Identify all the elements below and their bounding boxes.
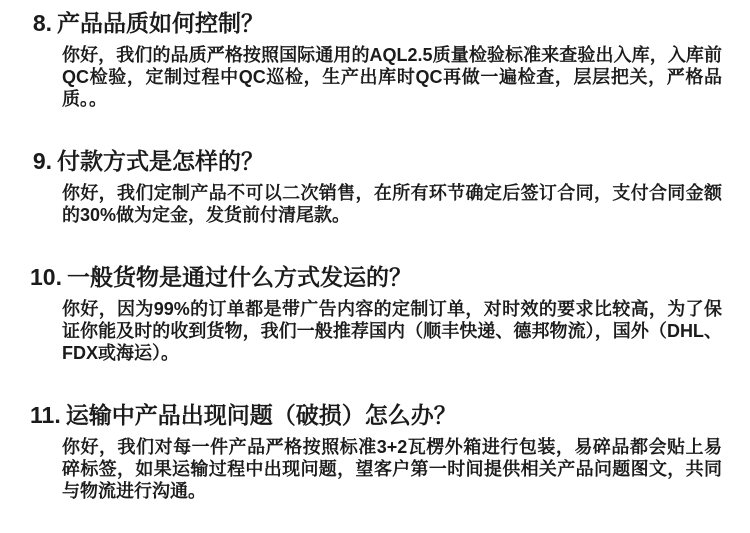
question-number: 11. (30, 402, 61, 428)
answer-text: 你好，我们定制产品不可以二次销售，在所有环节确定后签订合同，支付合同金额的30%做为定金，发货前付清尾款。 (62, 183, 722, 225)
question-text: 运输中产品出现问题（破损）怎么办？ (65, 402, 457, 428)
faq-item-9 (30, 148, 722, 226)
question-heading (30, 10, 722, 36)
answer-text: 你好，我们的品质严格按照国际通用的AQL2.5质量检验标准来查验出入库，入库前QC检验，定制过程中QC巡检，生产出库时QC再做一遍检查，层层把关，严格品质。。 (62, 45, 722, 109)
question-number: 9. (32, 148, 52, 174)
question-text: 一般货物是通过什么方式发运的？ (66, 264, 412, 290)
faq-item-8 (30, 10, 722, 110)
question-number: 10. (30, 264, 62, 290)
answer-text: 你好，因为99%的订单都是带广告内容的定制订单，对时效的要求比较高，为了保证你能及时的收到货物，我们一般推荐国内（顺丰快递、德邦物流），国外（DHL、FDX或海运）。 (62, 299, 722, 363)
question-heading (30, 148, 722, 174)
question-heading (30, 264, 722, 290)
faq-item-11 (30, 402, 722, 502)
answer-text: 你好，我们对每一件产品严格按照标准3+2瓦楞外箱进行包装，易碎品都会贴上易碎标签，如果运输过程中出现问题，望客户第一时间提供相关产品问题图文，共同与物流进行沟通。 (62, 437, 722, 501)
question-number: 8. (32, 10, 52, 36)
faq-item-10 (30, 264, 722, 364)
question-text: 产品品质如何控制？ (57, 10, 264, 36)
question-text: 付款方式是怎样的？ (57, 148, 264, 174)
question-heading (30, 402, 722, 428)
